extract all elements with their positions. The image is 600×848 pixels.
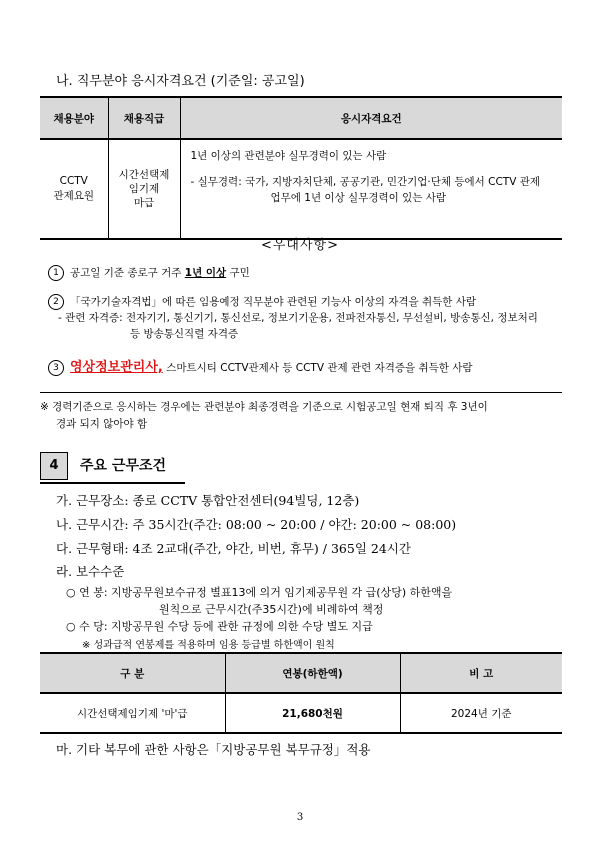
salary-table	[40, 652, 562, 734]
table-header-row	[40, 97, 562, 139]
circle-bullet-icon: ○	[66, 620, 76, 633]
preference-item-1: 1 공고일 기준 종로구 거주 1년 이상 구민	[48, 265, 250, 281]
performance-note: ※ 성과급적 연봉제를 적용하며 임용 등급별 하한액이 원칙	[82, 640, 335, 651]
table-row	[40, 139, 562, 239]
header-requirements: 응시자격요건	[180, 97, 562, 139]
cell-requirements: 1년 이상의 관련분야 실무경력이 있는 사람 - 실무경력: 국가, 지방자치단체, 공공기관, 민간기업·단체 등에서 CCTV 관제 업무에 1년 이상 실무경력이 있는 사람	[180, 139, 562, 239]
other-duties: 마. 기타 복무에 관한 사항은「지방공무원 복무규정」적용	[56, 742, 371, 757]
page-number: 3	[296, 812, 304, 823]
circle-bullet-icon: ○	[66, 586, 76, 599]
section-title: 주요 근무조건	[80, 458, 167, 474]
allowance-item: ○ 수 당: 지방공무원 수당 등에 관한 규정에 의한 수당 별도 지급	[66, 620, 373, 633]
work-location: 가. 근무장소: 종로 CCTV 통합안전센터(94빌딩, 12층)	[56, 493, 360, 508]
table-header-row	[40, 653, 562, 693]
table-row	[40, 693, 562, 733]
circled-number: 1	[48, 265, 64, 281]
section-underline	[40, 482, 185, 484]
circled-number: 3	[48, 360, 64, 376]
cell-category: 시간선택제임기제 '마'급	[40, 693, 225, 733]
experience-note: ※ 경력기준으로 응시하는 경우에는 관련분야 최종경력을 기준으로 시험공고일 현재 퇴직 후 3년이 경과 되지 않아야 함	[40, 392, 562, 433]
preference-item-2: 2 「국가기술자격법」에 따른 임용예정 직무분야 관련된 기능사 이상의 자격을 취득한 사람 - 관련 자격증: 전자기기, 통신기기, 통신선로, 정보기기운용, 전파전자통신, 무선설비, 방송통신, 정보처리 등 방송통신직렬 자격증	[48, 294, 538, 342]
cell-salary: 21,680천원	[225, 693, 400, 733]
work-type: 다. 근무형태: 4조 2교대(주간, 야간, 비번, 휴무) / 365일 24시간	[56, 541, 411, 556]
cell-field: CCTV 관제요원	[40, 139, 108, 239]
preference-title: <우대사항>	[260, 238, 340, 253]
header-category: 구 분	[40, 653, 225, 693]
circled-number: 2	[48, 294, 64, 310]
work-hours: 나. 근무시간: 주 35시간(주간: 08:00 ~ 20:00 / 야간: 20:00 ~ 08:00)	[56, 517, 457, 532]
section-number: 4	[40, 452, 68, 480]
cell-remarks: 2024년 기준	[400, 693, 562, 733]
header-field: 채용분야	[40, 97, 108, 139]
header-remarks: 비 고	[400, 653, 562, 693]
header-rank: 채용직급	[108, 97, 180, 139]
qualification-table	[40, 96, 562, 240]
header-salary: 연봉(하한액)	[225, 653, 400, 693]
section-heading-qualification: 나. 직무분야 응시자격요건 (기준일: 공고일)	[56, 74, 305, 89]
preference-item-3: 3 영상정보관리사, 스마트시티 CCTV관제사 등 CCTV 관제 관련 자격증을 취득한 사람	[48, 356, 473, 376]
salary-item: ○ 연 봉: 지방공무원보수규정 별표13에 의거 임기제공무원 각 급(상당) 하한액을 원칙으로 근무시간(주35시간)에 비례하여 책정	[66, 586, 453, 616]
pay-level-heading: 라. 보수수준	[56, 564, 125, 579]
cell-rank: 시간선택제 임기제 마급	[108, 139, 180, 239]
